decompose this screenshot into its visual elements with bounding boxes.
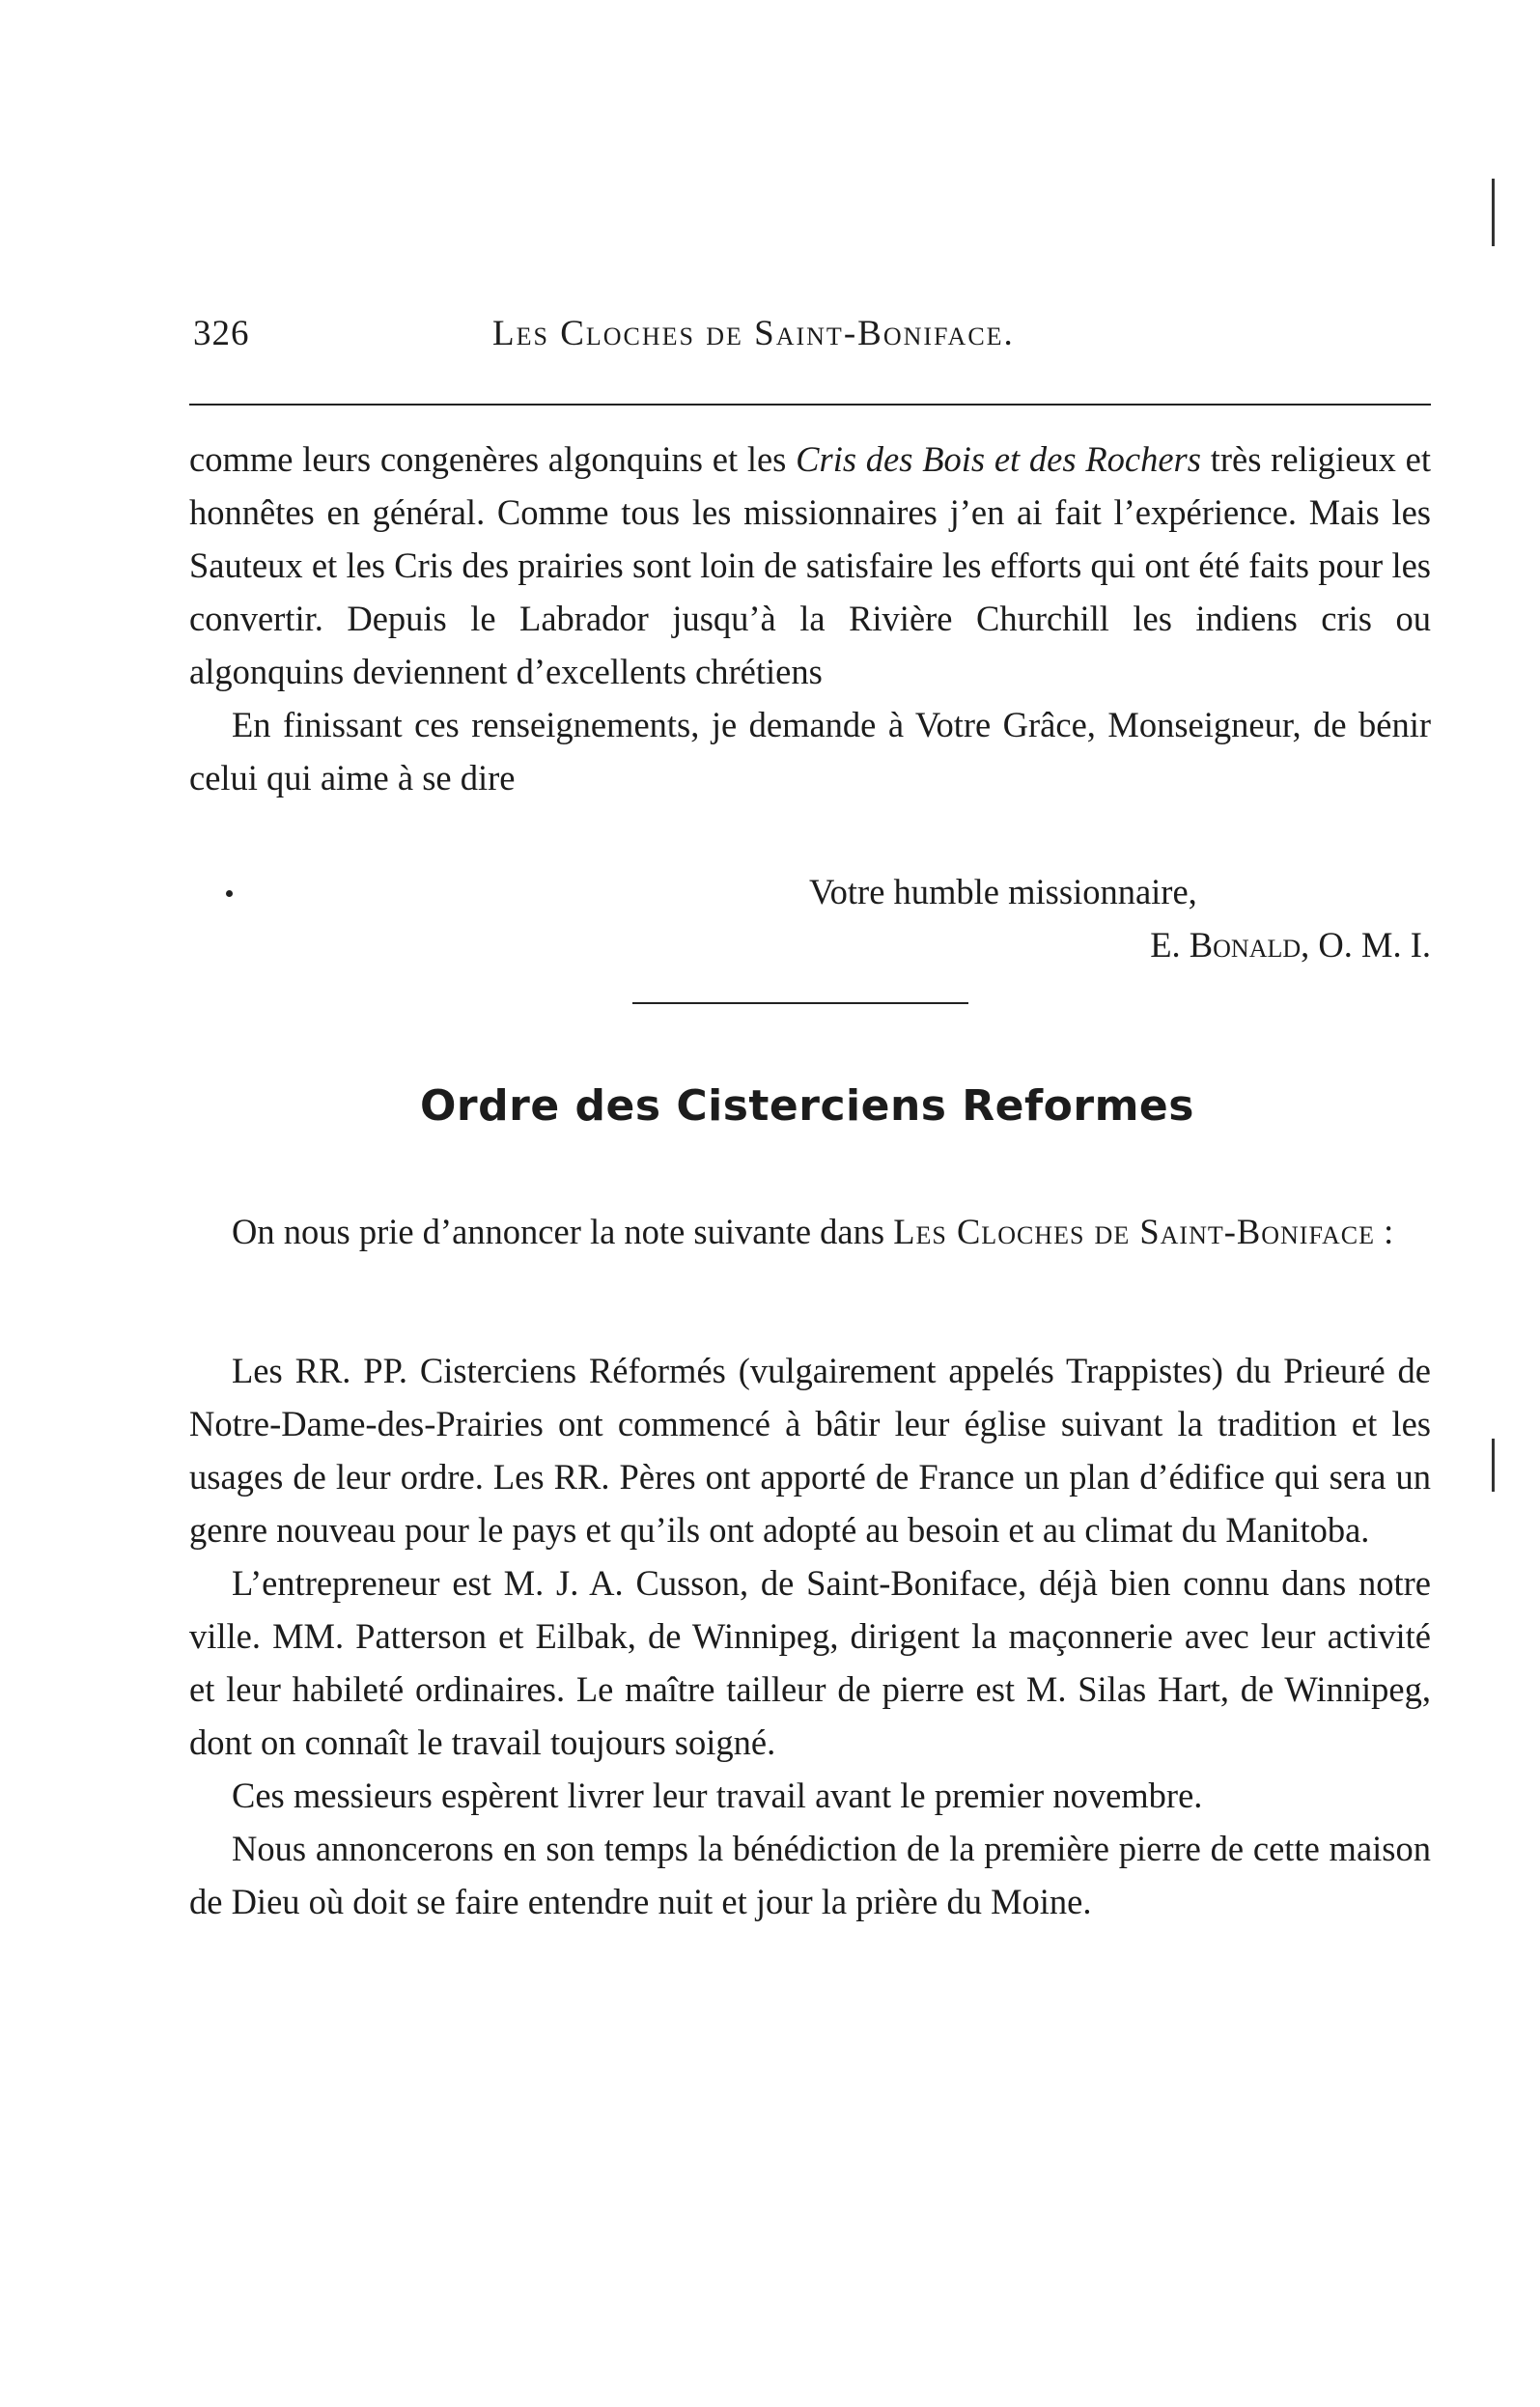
letter-signature: E. Bonald, O. M. I. bbox=[1150, 925, 1431, 965]
letter-paragraph-2: En finissant ces renseignements, je demande à Votre Grâce, Monseigneur, de bénir celui qui aime à se dire bbox=[189, 705, 1431, 798]
letter-p1-italic: Cris des Bois et des Rochers bbox=[796, 439, 1201, 479]
running-title: Les Cloches de Saint-Boniface. bbox=[492, 314, 1015, 353]
header-rule bbox=[189, 404, 1431, 406]
letter-paragraph-1 bbox=[189, 433, 1431, 698]
intro-paragraph bbox=[189, 1205, 1431, 1258]
letter-text bbox=[189, 433, 1431, 804]
letter-p1-start: comme leurs congenères algonquins et les bbox=[189, 439, 797, 479]
scan-margin-mark bbox=[1492, 179, 1495, 246]
article-paragraph-4: Nous annoncerons en son temps la bénédiction de la première pierre de cette maison de Dieu où doit se faire entendre nuit et jour la prière du Moine. bbox=[189, 1829, 1431, 1921]
running-head bbox=[183, 313, 1431, 361]
article-paragraph-3: Ces messieurs espèrent livrer leur travail avant le premier novembre. bbox=[232, 1776, 1203, 1815]
intro-start: On nous prie d’annoncer la note suivante dans bbox=[232, 1212, 894, 1251]
section-divider-rule bbox=[632, 1002, 968, 1004]
intro-end: : bbox=[1374, 1212, 1394, 1251]
section-intro bbox=[189, 1205, 1431, 1258]
section-article bbox=[189, 1344, 1431, 1928]
letter-p1-end: très religieux et honnêtes en général. Comme tous les missionnaires j’en ai fait l’expérience. Mais les Sauteux et les Cris des prairies sont loin de satisfaire les efforts qui ont été faits pour les convertir. Depuis le Labrador jusqu’à la Rivière Churchill les indiens cris ou algonquins deviennent d’excellents chrétiens bbox=[189, 439, 1431, 691]
intro-journal-name: Les Cloches de Saint-Boniface bbox=[893, 1212, 1375, 1251]
scan-margin-mark bbox=[1492, 1439, 1495, 1492]
page-number: 326 bbox=[193, 314, 250, 353]
stray-dot-mark bbox=[226, 890, 233, 897]
article-paragraph-2: L’entrepreneur est M. J. A. Cusson, de Saint-Boniface, déjà bien connu dans notre ville. MM. Patterson et Eilbak, de Winnipeg, dirigent la maçonnerie avec leur activité et leur habileté ordinaires. Le maître tailleur de pierre est M. Silas Hart, de Winnipeg, dont on connaît le travail toujours soigné. bbox=[189, 1563, 1431, 1762]
article-paragraph-1: Les RR. PP. Cisterciens Réformés (vulgairement appelés Trappistes) du Prieuré de Notre-Dame-des-Prairies ont commencé à bâtir leur église suivant la tradition et les usages de leur ordre. Les RR. Pères ont apporté de France un plan d’édifice qui sera un genre nouveau pour le pays et qu’ils ont adopté au besoin et au climat du Manitoba. bbox=[189, 1351, 1431, 1550]
book-page bbox=[183, 0, 1431, 2407]
letter-closing: Votre humble missionnaire, bbox=[809, 872, 1197, 911]
section-title: Ordre des Cisterciens Reformes bbox=[420, 1081, 1194, 1131]
